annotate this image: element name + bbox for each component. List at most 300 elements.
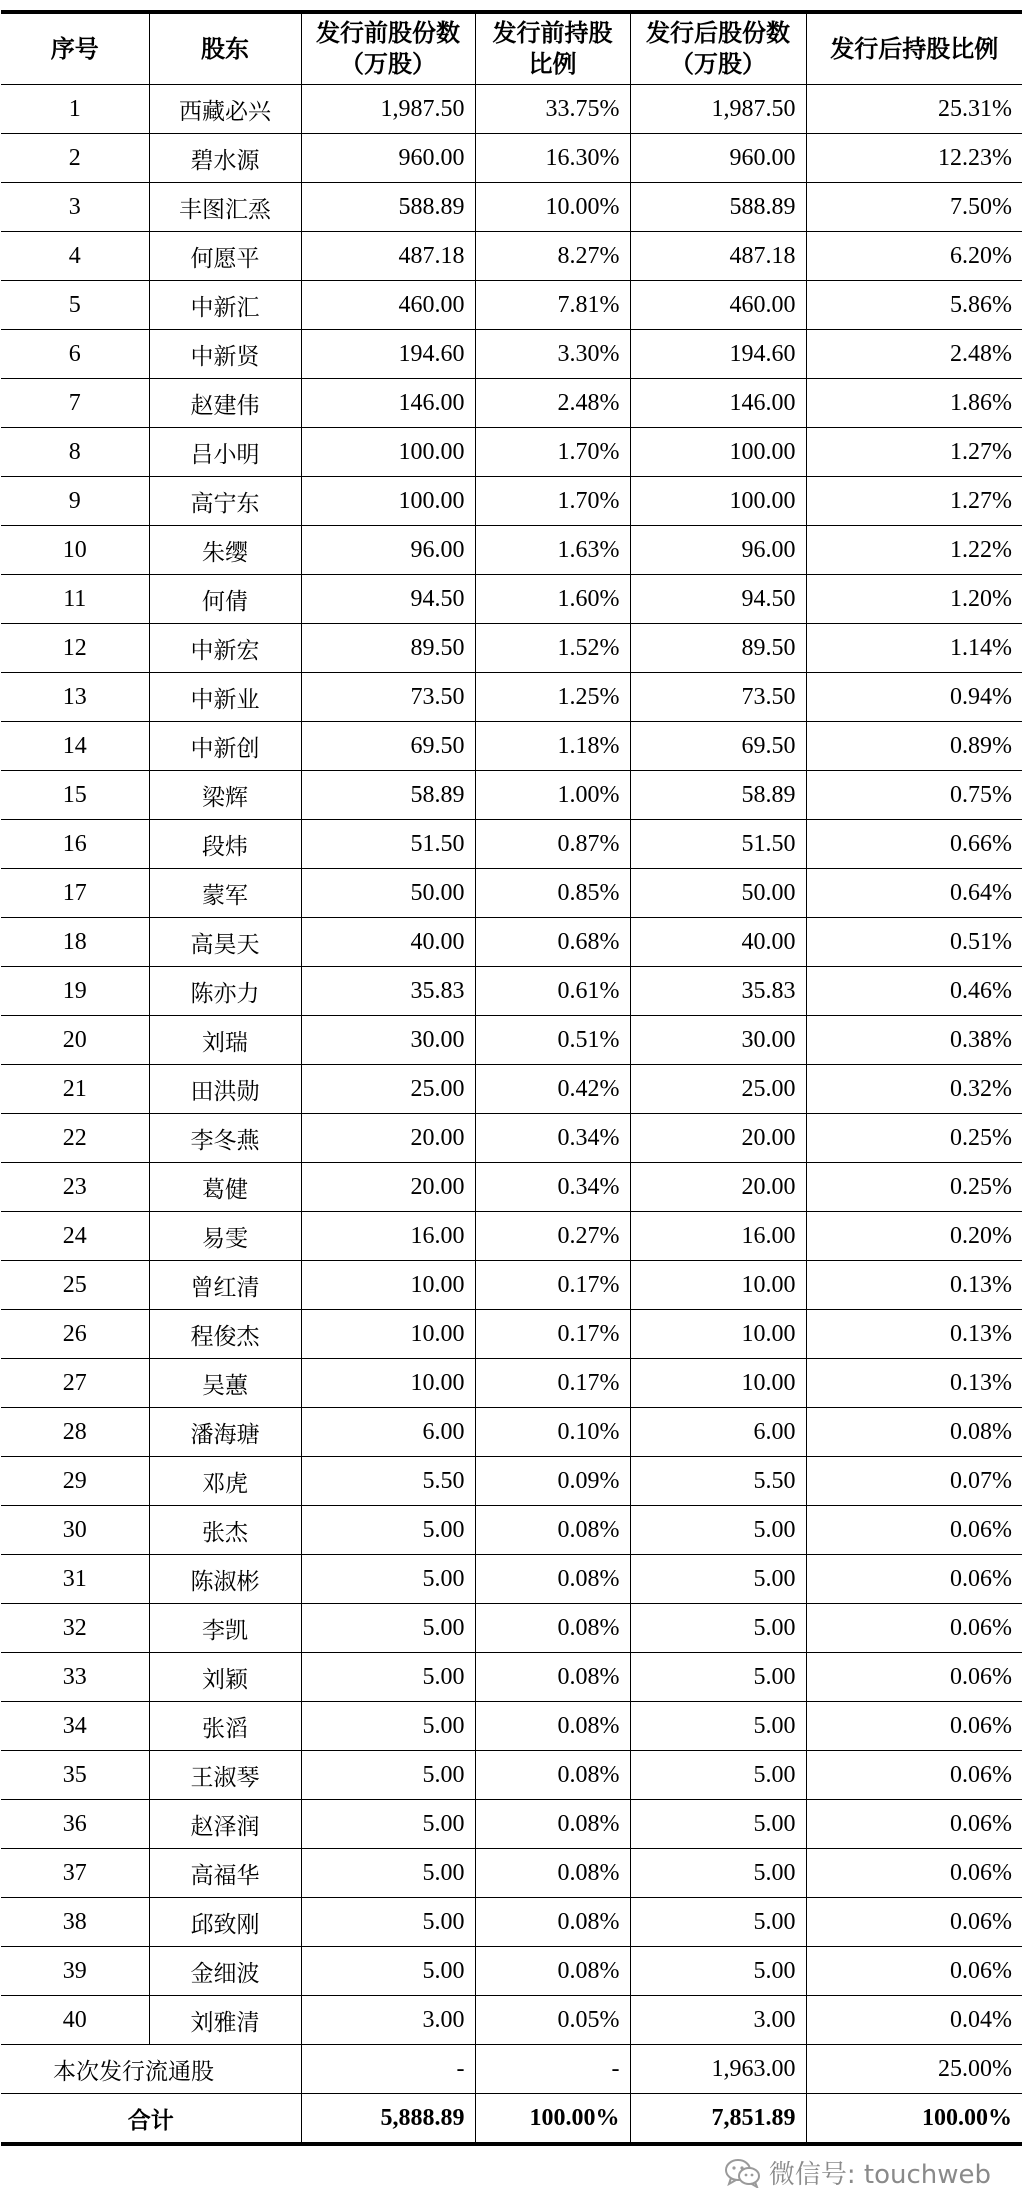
cell-post-shares: 100.00 — [630, 477, 806, 526]
cell-pre-ratio: 0.10% — [475, 1408, 630, 1457]
table-row — [1, 183, 1022, 232]
watermark — [725, 2154, 991, 2191]
cell-post-ratio: 0.08% — [806, 1408, 1022, 1457]
cell-no: 11 — [1, 575, 149, 624]
table-row — [1, 526, 1022, 575]
cell-pre-ratio: 16.30% — [475, 134, 630, 183]
cell-post-shares: 89.50 — [630, 624, 806, 673]
cell-shareholder: 吴蕙 — [149, 1359, 301, 1408]
cell-shareholder: 中新贤 — [149, 330, 301, 379]
table-row — [1, 1800, 1022, 1849]
cell-pre-shares: 5.00 — [301, 1947, 475, 1996]
header-post-ratio: 发行后持股比例 — [806, 12, 1022, 85]
cell-pre-shares: 146.00 — [301, 379, 475, 428]
float-row-label: 本次发行流通股 — [1, 2045, 301, 2094]
cell-no: 5 — [1, 281, 149, 330]
cell-pre-shares: 73.50 — [301, 673, 475, 722]
table-row — [1, 1751, 1022, 1800]
cell-pre-ratio: 10.00% — [475, 183, 630, 232]
cell-shareholder: 丰图汇烝 — [149, 183, 301, 232]
table-body — [1, 85, 1022, 2145]
cell-shareholder: 梁辉 — [149, 771, 301, 820]
cell-post-shares: 5.00 — [630, 1898, 806, 1947]
cell-post-ratio: 0.89% — [806, 722, 1022, 771]
cell-pre-ratio: 0.09% — [475, 1457, 630, 1506]
cell-pre-shares: 1,987.50 — [301, 85, 475, 134]
cell-post-ratio: 1.20% — [806, 575, 1022, 624]
cell-pre-ratio: 0.05% — [475, 1996, 630, 2045]
cell-shareholder: 陈淑彬 — [149, 1555, 301, 1604]
cell-pre-ratio: 0.68% — [475, 918, 630, 967]
cell-post-shares: 5.00 — [630, 1653, 806, 1702]
cell-shareholder: 刘瑞 — [149, 1016, 301, 1065]
table-row — [1, 869, 1022, 918]
cell-no: 23 — [1, 1163, 149, 1212]
cell-post-shares: 588.89 — [630, 183, 806, 232]
float-shares-row — [1, 2045, 1022, 2094]
cell-no: 10 — [1, 526, 149, 575]
cell-post-shares: 25.00 — [630, 1065, 806, 1114]
cell-shareholder: 中新宏 — [149, 624, 301, 673]
cell-pre-shares: 487.18 — [301, 232, 475, 281]
cell-pre-ratio: 0.08% — [475, 1506, 630, 1555]
cell-no: 19 — [1, 967, 149, 1016]
cell-pre-ratio: 0.27% — [475, 1212, 630, 1261]
cell-no: 32 — [1, 1604, 149, 1653]
cell-shareholder: 高昊天 — [149, 918, 301, 967]
cell-post-ratio: 0.06% — [806, 1702, 1022, 1751]
cell-pre-shares: 5.00 — [301, 1555, 475, 1604]
cell-post-ratio: 1.86% — [806, 379, 1022, 428]
cell-no: 16 — [1, 820, 149, 869]
cell-pre-shares: 100.00 — [301, 428, 475, 477]
cell-post-shares: 10.00 — [630, 1310, 806, 1359]
cell-post-shares: 960.00 — [630, 134, 806, 183]
header-shareholder: 股东 — [149, 12, 301, 85]
cell-pre-ratio: 1.00% — [475, 771, 630, 820]
cell-shareholder: 何倩 — [149, 575, 301, 624]
cell-post-shares: 6.00 — [630, 1408, 806, 1457]
wechat-icon — [725, 2158, 761, 2188]
table-row — [1, 1359, 1022, 1408]
cell-pre-shares: 194.60 — [301, 330, 475, 379]
cell-post-shares: 35.83 — [630, 967, 806, 1016]
table-row — [1, 1849, 1022, 1898]
cell-post-shares: 50.00 — [630, 869, 806, 918]
cell-pre-ratio: 1.63% — [475, 526, 630, 575]
cell-pre-ratio: 1.25% — [475, 673, 630, 722]
cell-post-ratio: 1.27% — [806, 428, 1022, 477]
cell-pre-ratio: 33.75% — [475, 85, 630, 134]
cell-pre-ratio: 3.30% — [475, 330, 630, 379]
cell-post-ratio: 0.07% — [806, 1457, 1022, 1506]
cell-post-shares: 487.18 — [630, 232, 806, 281]
cell-no: 38 — [1, 1898, 149, 1947]
cell-post-shares: 20.00 — [630, 1163, 806, 1212]
table-row — [1, 1261, 1022, 1310]
table-row — [1, 1457, 1022, 1506]
cell-shareholder: 李冬燕 — [149, 1114, 301, 1163]
cell-shareholder: 中新汇 — [149, 281, 301, 330]
cell-post-ratio: 0.13% — [806, 1310, 1022, 1359]
table-row — [1, 477, 1022, 526]
cell-no: 13 — [1, 673, 149, 722]
cell-shareholder: 程俊杰 — [149, 1310, 301, 1359]
table-row — [1, 1065, 1022, 1114]
cell-pre-ratio: 0.17% — [475, 1310, 630, 1359]
cell-pre-ratio: 0.08% — [475, 1751, 630, 1800]
cell-pre-ratio: 0.08% — [475, 1947, 630, 1996]
cell-no: 27 — [1, 1359, 149, 1408]
cell-pre-ratio: 0.85% — [475, 869, 630, 918]
table-row — [1, 1555, 1022, 1604]
cell-shareholder: 朱缨 — [149, 526, 301, 575]
cell-post-ratio: 0.32% — [806, 1065, 1022, 1114]
cell-pre-shares: 10.00 — [301, 1261, 475, 1310]
cell-pre-shares: 5.00 — [301, 1702, 475, 1751]
cell-pre-shares: 50.00 — [301, 869, 475, 918]
table-row — [1, 1016, 1022, 1065]
cell-no: 34 — [1, 1702, 149, 1751]
cell-post-ratio: 0.38% — [806, 1016, 1022, 1065]
cell-shareholder: 张滔 — [149, 1702, 301, 1751]
header-post-shares: 发行后股份数（万股） — [630, 12, 806, 85]
cell-post-shares: 146.00 — [630, 379, 806, 428]
cell-shareholder: 王淑琴 — [149, 1751, 301, 1800]
cell-post-shares: 1,987.50 — [630, 85, 806, 134]
cell-pre-shares: 69.50 — [301, 722, 475, 771]
cell-pre-ratio: 0.08% — [475, 1604, 630, 1653]
cell-no: 26 — [1, 1310, 149, 1359]
cell-no: 25 — [1, 1261, 149, 1310]
table-row — [1, 967, 1022, 1016]
cell-pre-shares: 94.50 — [301, 575, 475, 624]
cell-post-ratio: 0.13% — [806, 1359, 1022, 1408]
cell-no: 20 — [1, 1016, 149, 1065]
cell-shareholder: 蒙军 — [149, 869, 301, 918]
cell-post-ratio: 25.31% — [806, 85, 1022, 134]
cell-pre-shares: 5.00 — [301, 1800, 475, 1849]
cell-pre-shares: 10.00 — [301, 1310, 475, 1359]
cell-no: 6 — [1, 330, 149, 379]
cell-post-ratio: 0.25% — [806, 1163, 1022, 1212]
cell-pre-ratio: 0.17% — [475, 1261, 630, 1310]
table-row — [1, 330, 1022, 379]
cell-post-shares: 5.00 — [630, 1702, 806, 1751]
cell-no: 17 — [1, 869, 149, 918]
table-row — [1, 918, 1022, 967]
cell-pre-shares: 51.50 — [301, 820, 475, 869]
table-row — [1, 722, 1022, 771]
table-row — [1, 1947, 1022, 1996]
table-row — [1, 281, 1022, 330]
table-row — [1, 1163, 1022, 1212]
float-row-pre-ratio: - — [475, 2045, 630, 2094]
cell-shareholder: 金细波 — [149, 1947, 301, 1996]
table-row — [1, 1408, 1022, 1457]
cell-pre-ratio: 0.08% — [475, 1653, 630, 1702]
cell-post-shares: 10.00 — [630, 1359, 806, 1408]
cell-post-ratio: 1.14% — [806, 624, 1022, 673]
cell-no: 7 — [1, 379, 149, 428]
cell-post-ratio: 5.86% — [806, 281, 1022, 330]
cell-post-ratio: 0.06% — [806, 1506, 1022, 1555]
cell-pre-shares: 10.00 — [301, 1359, 475, 1408]
cell-shareholder: 高福华 — [149, 1849, 301, 1898]
cell-pre-shares: 16.00 — [301, 1212, 475, 1261]
table-row — [1, 85, 1022, 134]
cell-post-shares: 5.00 — [630, 1604, 806, 1653]
cell-post-ratio: 0.06% — [806, 1653, 1022, 1702]
cell-pre-shares: 5.00 — [301, 1653, 475, 1702]
cell-no: 15 — [1, 771, 149, 820]
cell-pre-ratio: 0.08% — [475, 1555, 630, 1604]
cell-post-ratio: 0.46% — [806, 967, 1022, 1016]
header-no: 序号 — [1, 12, 149, 85]
cell-post-ratio: 1.22% — [806, 526, 1022, 575]
cell-shareholder: 刘颖 — [149, 1653, 301, 1702]
table-row — [1, 1702, 1022, 1751]
total-row-post-shares: 7,851.89 — [630, 2094, 806, 2145]
cell-post-shares: 73.50 — [630, 673, 806, 722]
cell-pre-shares: 40.00 — [301, 918, 475, 967]
cell-shareholder: 邱致刚 — [149, 1898, 301, 1947]
cell-pre-shares: 35.83 — [301, 967, 475, 1016]
cell-pre-ratio: 0.34% — [475, 1114, 630, 1163]
cell-pre-ratio: 0.61% — [475, 967, 630, 1016]
cell-post-ratio: 12.23% — [806, 134, 1022, 183]
cell-post-shares: 5.00 — [630, 1555, 806, 1604]
cell-shareholder: 赵泽润 — [149, 1800, 301, 1849]
cell-no: 35 — [1, 1751, 149, 1800]
cell-no: 28 — [1, 1408, 149, 1457]
cell-no: 9 — [1, 477, 149, 526]
cell-shareholder: 刘雅清 — [149, 1996, 301, 2045]
cell-pre-shares: 96.00 — [301, 526, 475, 575]
cell-post-shares: 10.00 — [630, 1261, 806, 1310]
header-pre-shares: 发行前股份数（万股） — [301, 12, 475, 85]
cell-shareholder: 吕小明 — [149, 428, 301, 477]
cell-post-ratio: 0.06% — [806, 1800, 1022, 1849]
cell-pre-ratio: 0.34% — [475, 1163, 630, 1212]
cell-post-ratio: 0.66% — [806, 820, 1022, 869]
table-row — [1, 1898, 1022, 1947]
cell-pre-ratio: 0.08% — [475, 1849, 630, 1898]
cell-post-ratio: 0.75% — [806, 771, 1022, 820]
cell-pre-ratio: 2.48% — [475, 379, 630, 428]
cell-post-ratio: 0.13% — [806, 1261, 1022, 1310]
cell-pre-ratio: 0.17% — [475, 1359, 630, 1408]
cell-no: 18 — [1, 918, 149, 967]
cell-no: 39 — [1, 1947, 149, 1996]
cell-pre-ratio: 1.70% — [475, 477, 630, 526]
cell-pre-ratio: 0.87% — [475, 820, 630, 869]
cell-pre-ratio: 1.18% — [475, 722, 630, 771]
cell-post-shares: 94.50 — [630, 575, 806, 624]
cell-no: 36 — [1, 1800, 149, 1849]
table-row — [1, 1310, 1022, 1359]
cell-post-ratio: 0.94% — [806, 673, 1022, 722]
cell-no: 30 — [1, 1506, 149, 1555]
cell-shareholder: 赵建伟 — [149, 379, 301, 428]
table-row — [1, 820, 1022, 869]
cell-pre-shares: 100.00 — [301, 477, 475, 526]
cell-post-shares: 5.00 — [630, 1800, 806, 1849]
cell-no: 29 — [1, 1457, 149, 1506]
float-row-pre-shares: - — [301, 2045, 475, 2094]
cell-pre-shares: 3.00 — [301, 1996, 475, 2045]
watermark-text: 微信号: touchweb — [768, 2160, 991, 2190]
cell-pre-shares: 5.00 — [301, 1849, 475, 1898]
cell-post-ratio: 0.06% — [806, 1849, 1022, 1898]
cell-post-shares: 5.00 — [630, 1751, 806, 1800]
cell-post-shares: 58.89 — [630, 771, 806, 820]
cell-pre-shares: 30.00 — [301, 1016, 475, 1065]
cell-pre-shares: 89.50 — [301, 624, 475, 673]
cell-pre-shares: 5.00 — [301, 1604, 475, 1653]
cell-shareholder: 何愿平 — [149, 232, 301, 281]
cell-post-shares: 20.00 — [630, 1114, 806, 1163]
table-row — [1, 1996, 1022, 2045]
cell-no: 31 — [1, 1555, 149, 1604]
cell-shareholder: 段炜 — [149, 820, 301, 869]
table-row — [1, 1653, 1022, 1702]
cell-no: 2 — [1, 134, 149, 183]
cell-post-ratio: 0.20% — [806, 1212, 1022, 1261]
cell-post-ratio: 0.04% — [806, 1996, 1022, 2045]
cell-shareholder: 中新业 — [149, 673, 301, 722]
shareholding-table-container — [1, 10, 1022, 2146]
cell-pre-shares: 58.89 — [301, 771, 475, 820]
total-row-label: 合计 — [1, 2094, 301, 2145]
table-row — [1, 673, 1022, 722]
cell-shareholder: 碧水源 — [149, 134, 301, 183]
cell-shareholder: 田洪勋 — [149, 1065, 301, 1114]
cell-post-ratio: 0.06% — [806, 1555, 1022, 1604]
cell-pre-ratio: 0.51% — [475, 1016, 630, 1065]
cell-shareholder: 曾红清 — [149, 1261, 301, 1310]
cell-pre-ratio: 0.08% — [475, 1702, 630, 1751]
cell-no: 3 — [1, 183, 149, 232]
total-row-pre-shares: 5,888.89 — [301, 2094, 475, 2145]
total-row-pre-ratio: 100.00% — [475, 2094, 630, 2145]
table-row — [1, 232, 1022, 281]
cell-post-ratio: 1.27% — [806, 477, 1022, 526]
cell-no: 37 — [1, 1849, 149, 1898]
cell-pre-ratio: 0.08% — [475, 1898, 630, 1947]
cell-post-ratio: 7.50% — [806, 183, 1022, 232]
cell-post-ratio: 0.06% — [806, 1898, 1022, 1947]
cell-post-ratio: 0.51% — [806, 918, 1022, 967]
cell-post-shares: 5.00 — [630, 1947, 806, 1996]
table-row — [1, 1114, 1022, 1163]
cell-post-shares: 5.00 — [630, 1506, 806, 1555]
cell-post-shares: 16.00 — [630, 1212, 806, 1261]
cell-post-ratio: 0.06% — [806, 1947, 1022, 1996]
cell-post-ratio: 6.20% — [806, 232, 1022, 281]
cell-no: 22 — [1, 1114, 149, 1163]
cell-no: 40 — [1, 1996, 149, 2045]
cell-shareholder: 葛健 — [149, 1163, 301, 1212]
cell-pre-ratio: 1.60% — [475, 575, 630, 624]
cell-pre-ratio: 8.27% — [475, 232, 630, 281]
float-row-post-ratio: 25.00% — [806, 2045, 1022, 2094]
cell-pre-shares: 5.00 — [301, 1751, 475, 1800]
cell-pre-shares: 5.50 — [301, 1457, 475, 1506]
table-row — [1, 379, 1022, 428]
cell-shareholder: 西藏必兴 — [149, 85, 301, 134]
cell-post-shares: 96.00 — [630, 526, 806, 575]
table-header-row — [1, 12, 1022, 85]
cell-post-shares: 100.00 — [630, 428, 806, 477]
table-row — [1, 575, 1022, 624]
table-row — [1, 1212, 1022, 1261]
cell-shareholder: 陈亦力 — [149, 967, 301, 1016]
table-row — [1, 428, 1022, 477]
cell-post-shares: 194.60 — [630, 330, 806, 379]
table-row — [1, 134, 1022, 183]
table-row — [1, 624, 1022, 673]
cell-post-shares: 40.00 — [630, 918, 806, 967]
cell-no: 8 — [1, 428, 149, 477]
cell-shareholder: 易雯 — [149, 1212, 301, 1261]
cell-pre-shares: 25.00 — [301, 1065, 475, 1114]
cell-shareholder: 潘海瑭 — [149, 1408, 301, 1457]
cell-pre-shares: 20.00 — [301, 1114, 475, 1163]
cell-no: 12 — [1, 624, 149, 673]
cell-post-ratio: 0.64% — [806, 869, 1022, 918]
cell-pre-ratio: 1.52% — [475, 624, 630, 673]
cell-post-ratio: 0.25% — [806, 1114, 1022, 1163]
table-row — [1, 1604, 1022, 1653]
cell-no: 21 — [1, 1065, 149, 1114]
cell-shareholder: 中新创 — [149, 722, 301, 771]
cell-pre-shares: 5.00 — [301, 1506, 475, 1555]
table-row — [1, 771, 1022, 820]
shareholding-table — [1, 10, 1022, 2146]
cell-post-ratio: 0.06% — [806, 1751, 1022, 1800]
total-row — [1, 2094, 1022, 2145]
cell-shareholder: 高宁东 — [149, 477, 301, 526]
cell-post-shares: 30.00 — [630, 1016, 806, 1065]
cell-shareholder: 李凯 — [149, 1604, 301, 1653]
cell-no: 33 — [1, 1653, 149, 1702]
cell-pre-ratio: 7.81% — [475, 281, 630, 330]
cell-pre-shares: 20.00 — [301, 1163, 475, 1212]
cell-pre-ratio: 1.70% — [475, 428, 630, 477]
cell-no: 4 — [1, 232, 149, 281]
cell-post-shares: 5.50 — [630, 1457, 806, 1506]
cell-pre-shares: 460.00 — [301, 281, 475, 330]
cell-post-shares: 5.00 — [630, 1849, 806, 1898]
cell-no: 24 — [1, 1212, 149, 1261]
cell-shareholder: 张杰 — [149, 1506, 301, 1555]
cell-no: 1 — [1, 85, 149, 134]
table-row — [1, 1506, 1022, 1555]
cell-pre-ratio: 0.08% — [475, 1800, 630, 1849]
float-row-post-shares: 1,963.00 — [630, 2045, 806, 2094]
cell-post-ratio: 0.06% — [806, 1604, 1022, 1653]
cell-post-shares: 460.00 — [630, 281, 806, 330]
cell-shareholder: 邓虎 — [149, 1457, 301, 1506]
total-row-post-ratio: 100.00% — [806, 2094, 1022, 2145]
cell-post-shares: 69.50 — [630, 722, 806, 771]
cell-pre-shares: 6.00 — [301, 1408, 475, 1457]
cell-post-shares: 3.00 — [630, 1996, 806, 2045]
cell-no: 14 — [1, 722, 149, 771]
cell-pre-shares: 960.00 — [301, 134, 475, 183]
cell-pre-shares: 588.89 — [301, 183, 475, 232]
